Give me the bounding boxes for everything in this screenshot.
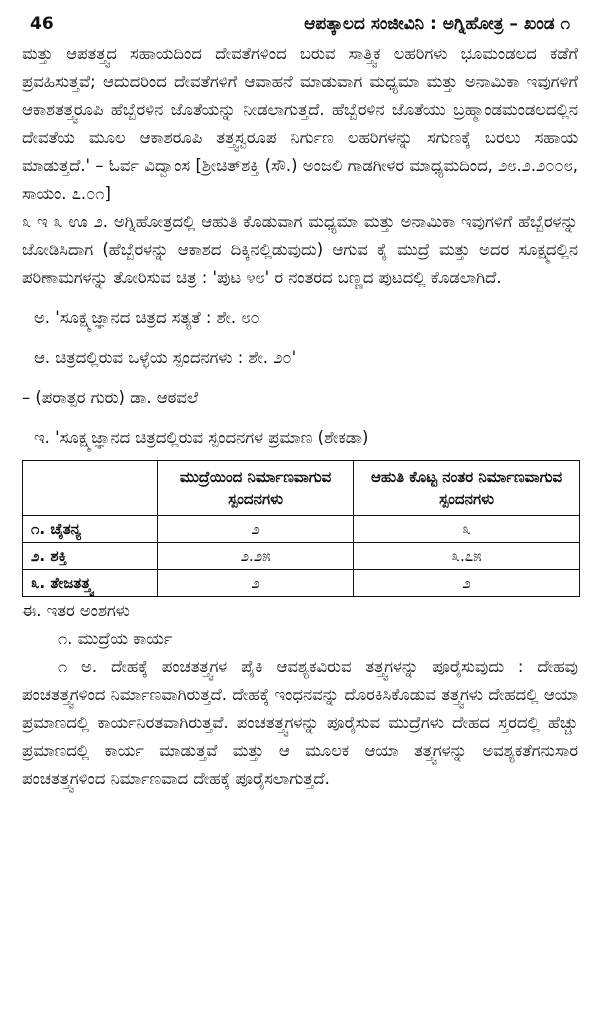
ahuti-value: ೩ <box>354 516 580 543</box>
paragraph-quote: ಮತ್ತು ಆಪತತ್ತ್ವದ ಸಹಾಯದಿಂದ ದೇವತೆಗಳಿಂದ ಬರುವ ಸಾತ್ತ್ವಿಕ ಲಹರಿಗಳು ಭೂಮಂಡಲದ ಕಡೆಗೆ ಪ್ರವಹಿಸುತ್ತವೆ; ಆದುದರಿಂದ ದೇವತೆಗಳಿಗೆ ಆವಾಹನೆ ಮಾಡುವಾಗ ಮಧ್ಯಮಾ ಮತ್ತು ಅನಾಮಿಕಾ ಇವುಗಳಿಗೆ ಆಕಾಶತತ್ತ್ವರೂಪಿ ಹೆಬ್ಬೆರಳಿನ ಜೊತೆಯನ್ನು ನೀಡಲಾಗುತ್ತದೆ. ಹೆಬ್ಬೆರಳಿನ ಜೊತೆಯು ಬ್ರಹ್ಮಾಂಡಮಂಡಲದಲ್ಲಿನ ದೇವತೆಯ ಮೂಲ ಆಕಾಶರೂಪಿ ತತ್ತ್ವಸ್ವರೂಪ ನಿರ್ಗುಣ ಲಹರಿಗಳನ್ನು ಸಗುಣಕ್ಕೆ ಬರಲು ಸಹಾಯ ಮಾಡುತ್ತದೆ.' – ಓರ್ವ ವಿದ್ವಾಂಸ [ಶ್ರೀಚಿತ್‌ಶಕ್ತಿ (ಸೌ.) ಅಂಜಲಿ ಗಾಡಗೀಳರ ಮಾಧ್ಯಮದಿಂದ, ೨೮.೨.೨೦೦೮, ಸಾಯಂ. ೭.೦೧] <box>22 44 578 203</box>
row-label: ೨. ಶಕ್ತಿ <box>23 543 158 570</box>
mudra-value: ೨ <box>158 516 354 543</box>
row-label: ೩. ತೇಜತತ್ತ್ವ <box>23 570 158 597</box>
table-header-mudra: ಮುದ್ರೆಯಿಂದ ನಿರ್ಮಾಣವಾಗುವ ಸ್ಪಂದನಗಳು <box>158 461 354 516</box>
item-accuracy: ಅ. 'ಸೂಕ್ಷ್ಮಜ್ಞಾನದ ಚಿತ್ರದ ಸತ್ಯತೆ : ಶೇ. ೮೦ <box>34 308 260 327</box>
mudra-value: ೨ <box>158 570 354 597</box>
mudra-value: ೨.೨೫ <box>158 543 354 570</box>
table-header-row <box>23 461 580 516</box>
running-title: ಆಪತ್ಕಾಲದ ಸಂಜೀವಿನಿ : ಅಗ್ನಿಹೋತ್ರ – ಖಂಡ ೧ <box>304 14 570 34</box>
table-header-blank <box>23 461 158 516</box>
ahuti-value: ೩.೭೫ <box>354 543 580 570</box>
attribution: – (ಪರಾತ್ಪರ ಗುರು) ಡಾ. ಆಠವಲೆ <box>22 388 199 407</box>
item-vibration-proportion: ಇ. 'ಸೂಕ್ಷ್ಮಜ್ಞಾನದ ಚಿತ್ರದಲ್ಲಿರುವ ಸ್ಪಂದನಗಳ ಪ್ರಮಾಣ (ಶೇಕಡಾ) <box>34 428 369 447</box>
row-label: ೧. ಚೈತನ್ಯ <box>23 516 158 543</box>
paragraph-panchatattva: ೧ ಅ. ದೇಹಕ್ಕೆ ಪಂಚತತ್ತ್ವಗಳ ಪೈಕಿ ಆವಶ್ಯಕವಿರುವ ತತ್ತ್ವಗಳನ್ನು ಪೂರೈಸುವುದು : ದೇಹವು ಪಂಚತತ್ತ್ವಗಳಿಂದ ನಿರ್ಮಾಣವಾಗಿರುತ್ತದೆ. ದೇಹಕ್ಕೆ ಇಂಧನವನ್ನು ದೊರಕಿಸಿಕೊಡುವ ತತ್ತ್ವಗಳು ದೇಹದಲ್ಲಿ ಆಯಾ ಪ್ರಮಾಣದಲ್ಲಿ ಕಾರ್ಯನಿರತವಾಗಿರುತ್ತವೆ. ಪಂಚತತ್ತ್ವಗಳನ್ನು ಪೂರೈಸುವ ಮುದ್ರೆಗಳು ದೇಹದ ಸ್ತರದಲ್ಲಿ ಹೆಚ್ಚು ಪ್ರಮಾಣದಲ್ಲಿ ಕಾರ್ಯ ಮಾಡುತ್ತವೆ ಮತ್ತು ಆ ಮೂಲಕ ಆಯಾ ತತ್ತ್ವಗಳನ್ನು ಅವಶ್ಯಕತೆಗನುಸಾರ ಪಂಚತತ್ತ್ವಗಳಿಂದ ನಿರ್ಮಾಣವಾದ ದೇಹಕ್ಕೆ ಪೂರೈಸಲಾಗುತ್ತದೆ. <box>22 657 578 788</box>
page-number: 46 <box>30 14 54 34</box>
table-row <box>23 516 580 543</box>
subsection-heading-mudra-function: ೧. ಮುದ್ರೆಯ ಕಾರ್ಯ <box>58 629 173 648</box>
section-heading-other-points: ಈ. ಇತರ ಅಂಶಗಳು <box>22 601 130 620</box>
table-row <box>23 543 580 570</box>
table-header-ahuti: ಆಹುತಿ ಕೊಟ್ಟ ನಂತರ ನಿರ್ಮಾಣವಾಗುವ ಸ್ಪಂದನಗಳು <box>354 461 580 516</box>
item-good-vibrations: ಆ. ಚಿತ್ರದಲ್ಲಿರುವ ಒಳ್ಳೆಯ ಸ್ಪಂದನಗಳು : ಶೇ. ೨೦' <box>34 348 297 367</box>
ahuti-value: ೨ <box>354 570 580 597</box>
page-header <box>22 0 578 40</box>
vibrations-table <box>22 460 580 597</box>
paragraph-figure-ref: ೩ ಇ ೩ ಊ ೨. ಅಗ್ನಿಹೋತ್ರದಲ್ಲಿ ಆಹುತಿ ಕೊಡುವಾಗ ಮಧ್ಯಮಾ ಮತ್ತು ಅನಾಮಿಕಾ ಇವುಗಳಿಗೆ ಹೆಬ್ಬೆರಳನ್ನು ಜೋಡಿಸಿದಾಗ (ಹೆಬ್ಬೆರಳನ್ನು ಆಕಾಶದ ದಿಕ್ಕಿನಲ್ಲಿಡುವುದು) ಆಗುವ ಕೈ ಮುದ್ರೆ ಮತ್ತು ಅದರ ಸೂಕ್ಷ್ಮದಲ್ಲಿನ ಪರಿಣಾಮಗಳನ್ನು ತೋರಿಸುವ ಚಿತ್ರ : 'ಪುಟ ೪೮' ರ ನಂತರದ ಬಣ್ಣದ ಪುಟದಲ್ಲಿ ಕೊಡಲಾಗಿದೆ. <box>22 212 578 287</box>
table-row <box>23 570 580 597</box>
